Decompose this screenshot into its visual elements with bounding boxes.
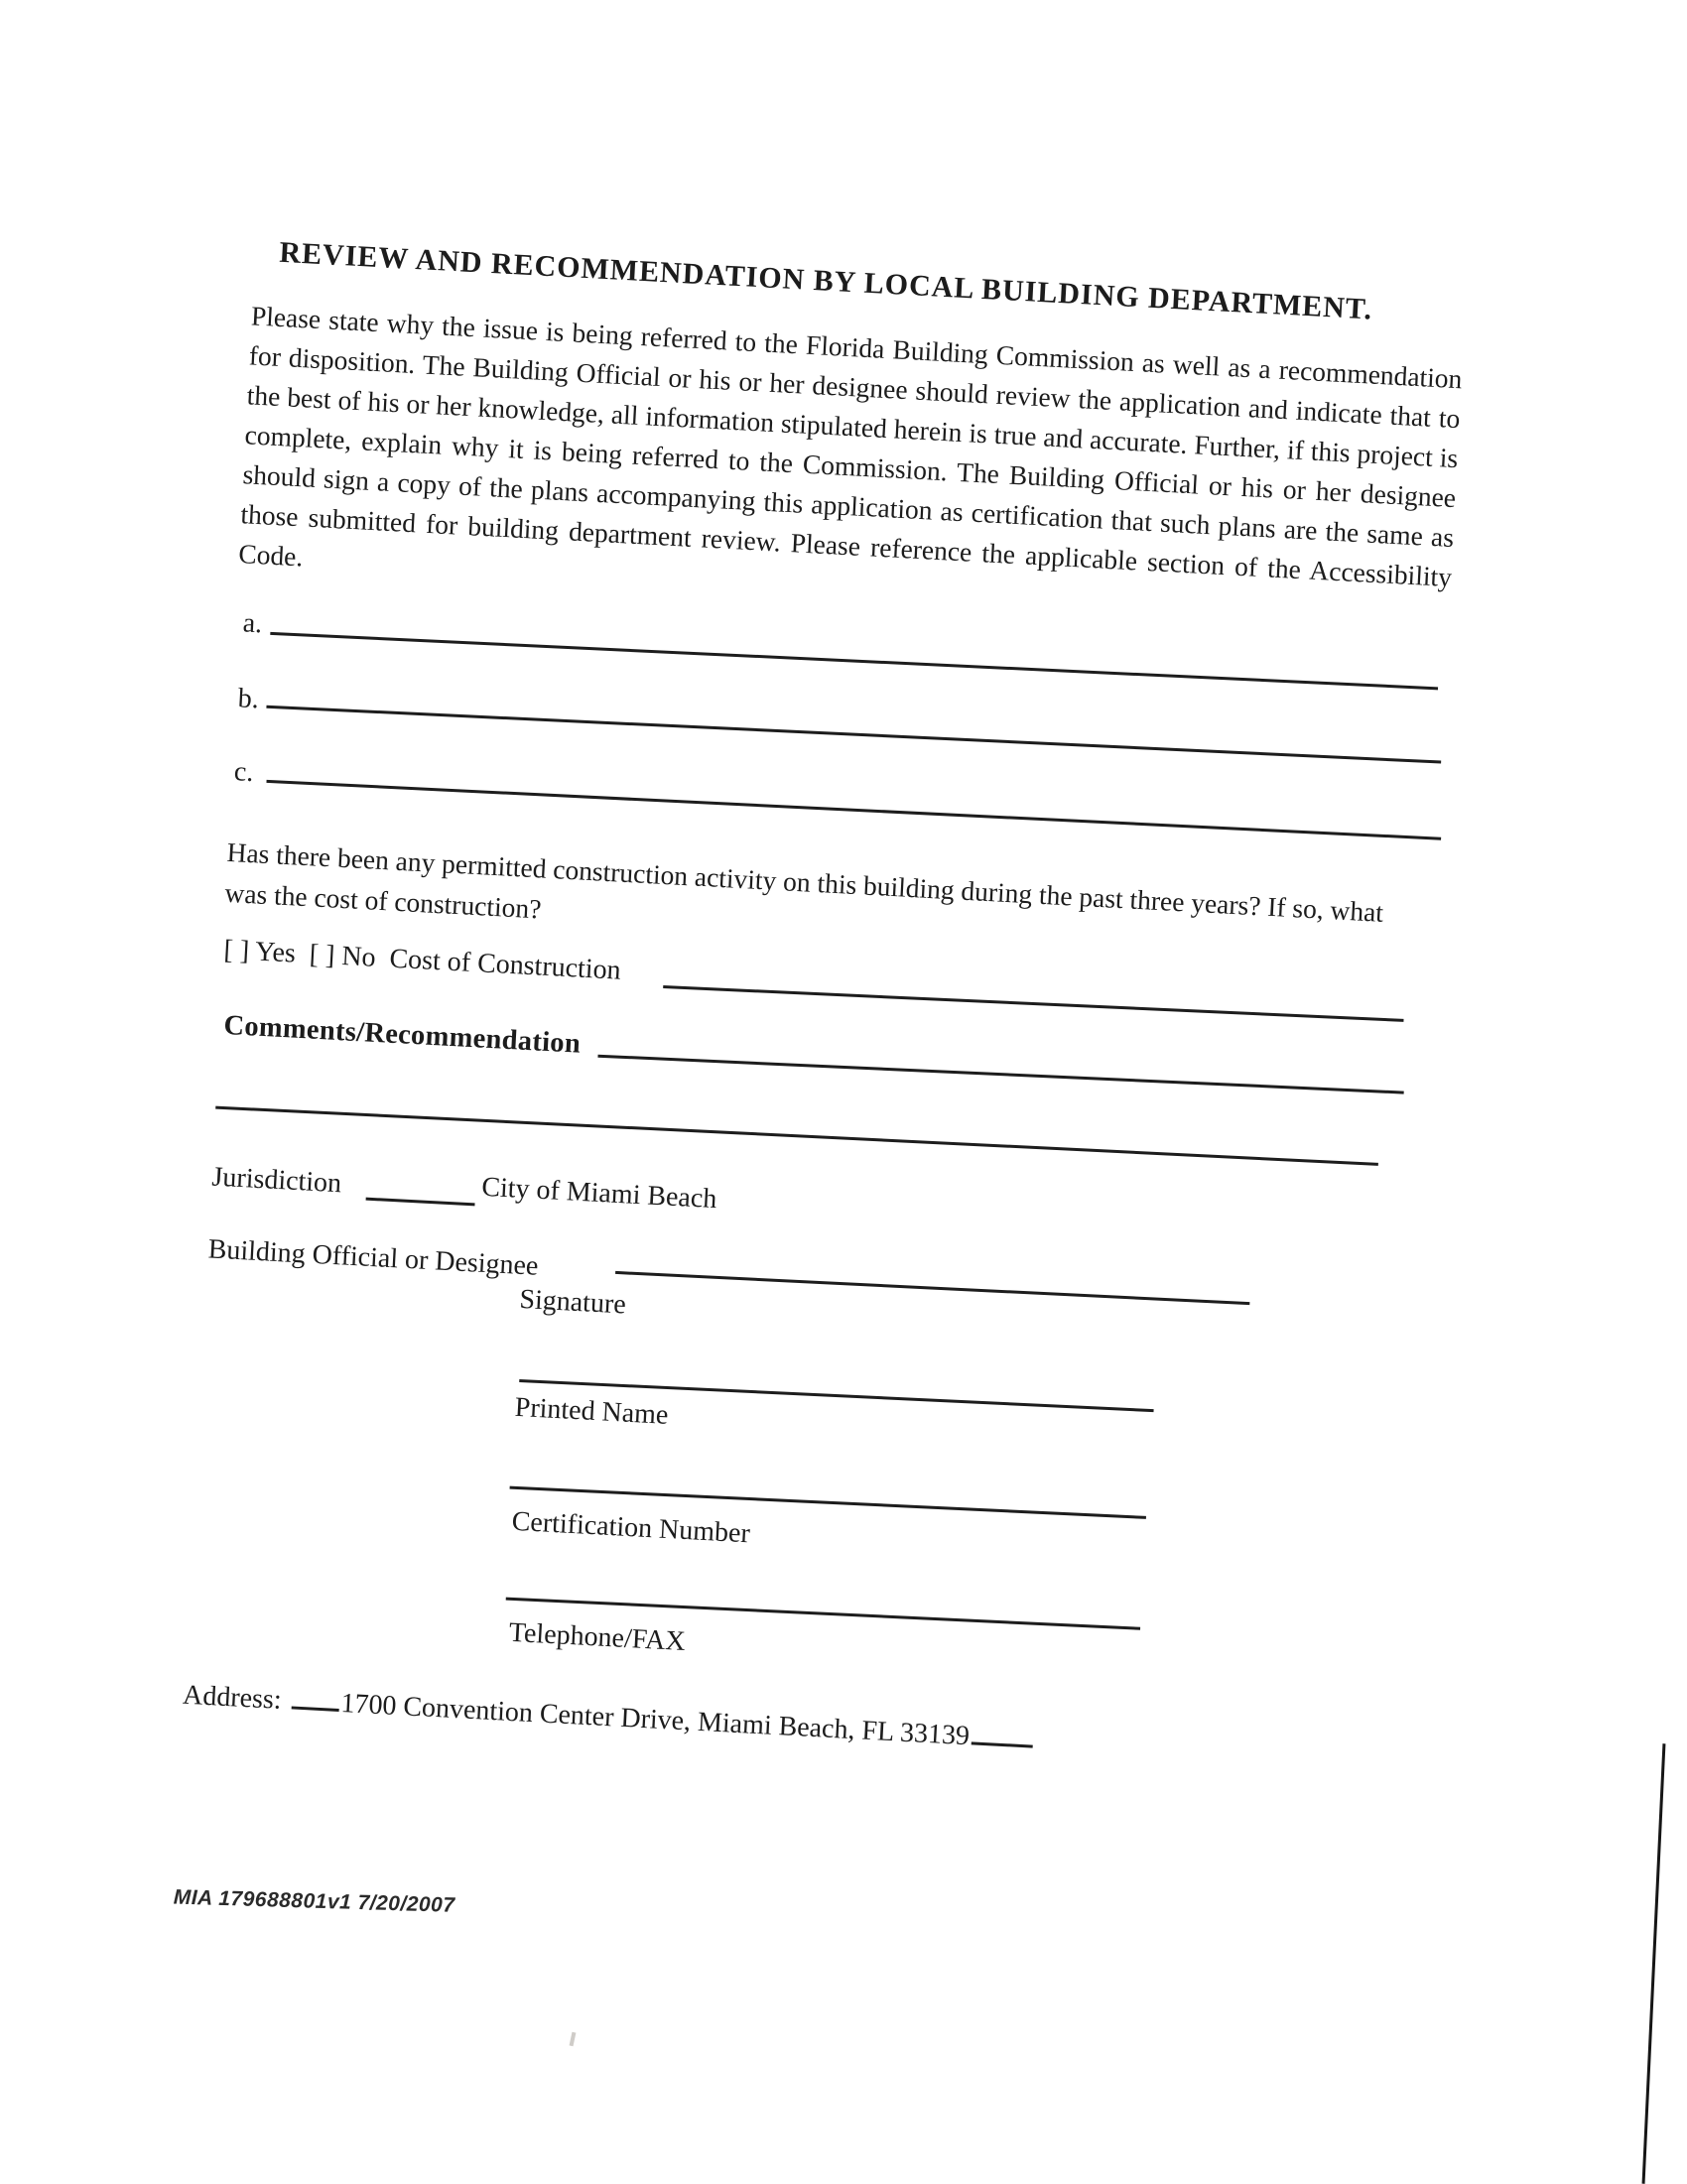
yes-checkbox: [ ] Yes: [222, 934, 297, 969]
reason-blank-line-a: [270, 632, 1438, 690]
reason-blank-line-b: [266, 706, 1441, 764]
building-official-label: Building Official or Designee: [206, 1233, 540, 1282]
address-label: Address:: [182, 1679, 283, 1716]
signature-line: [615, 1271, 1249, 1305]
jurisdiction-label: Jurisdiction: [210, 1161, 342, 1200]
cost-of-construction-row: [223, 935, 636, 988]
address-trailing-underline: [972, 1712, 1035, 1747]
certification-number-label: Certification Number: [511, 1505, 751, 1550]
scan-artifact-edge-line: [1642, 1743, 1666, 2184]
telephone-fax-label: Telephone/FAX: [508, 1616, 687, 1658]
reason-line-label-b: b.: [237, 683, 260, 715]
reason-blank-line-c: [266, 780, 1441, 840]
address-value: 1700 Convention Center Drive, Miami Beach, FL 33139: [339, 1688, 971, 1752]
reason-line-label-c: c.: [233, 756, 255, 789]
footer-stamp: MIA 179688801v1 7/20/2007: [173, 1885, 455, 1917]
page-title: REVIEW AND RECOMMENDATION BY LOCAL BUILDING DEPARTMENT.: [278, 235, 1374, 326]
jurisdiction-value: City of Miami Beach: [480, 1171, 718, 1216]
comments-blank-line-2: [215, 1106, 1378, 1166]
printed-name-label: Printed Name: [514, 1391, 670, 1431]
construction-question: Has there been any permitted construction activity on this building during the past three years? If so, what was the cost of construction?: [223, 835, 1384, 928]
cost-of-construction-label: Cost of Construction: [388, 943, 622, 986]
signature-label: Signature: [518, 1283, 627, 1321]
intro-paragraph: Please state why the issue is being referred to the Florida Building Commission as well as a recommendation for disposition. The Building Official or his or her designee should review the application and indicate that to the best of his or her knowledge, all information stipulated herein is true and accurate. Further, if this project is complete, explain why it is being referred to the Commission. The Building Official or his or her designee should sign a copy of the plans accompanying this application as certification that such plans are the same as those submitted for building department review. Please reference the applicable section of the Accessibility Code.: [237, 300, 1464, 593]
scan-artifact-speck: [570, 2032, 577, 2047]
jurisdiction-blank-line: [366, 1198, 475, 1207]
address-row: [182, 1671, 1034, 1756]
no-checkbox: [ ] No: [309, 939, 377, 973]
reason-line-label-a: a.: [242, 607, 264, 640]
comments-blank-line-1: [597, 1055, 1403, 1094]
comments-label: Comments/Recommendation: [222, 1009, 582, 1060]
address-leading-underline: [291, 1676, 340, 1711]
cost-blank-line: [663, 985, 1403, 1022]
document-sheet: [135, 184, 1501, 2034]
